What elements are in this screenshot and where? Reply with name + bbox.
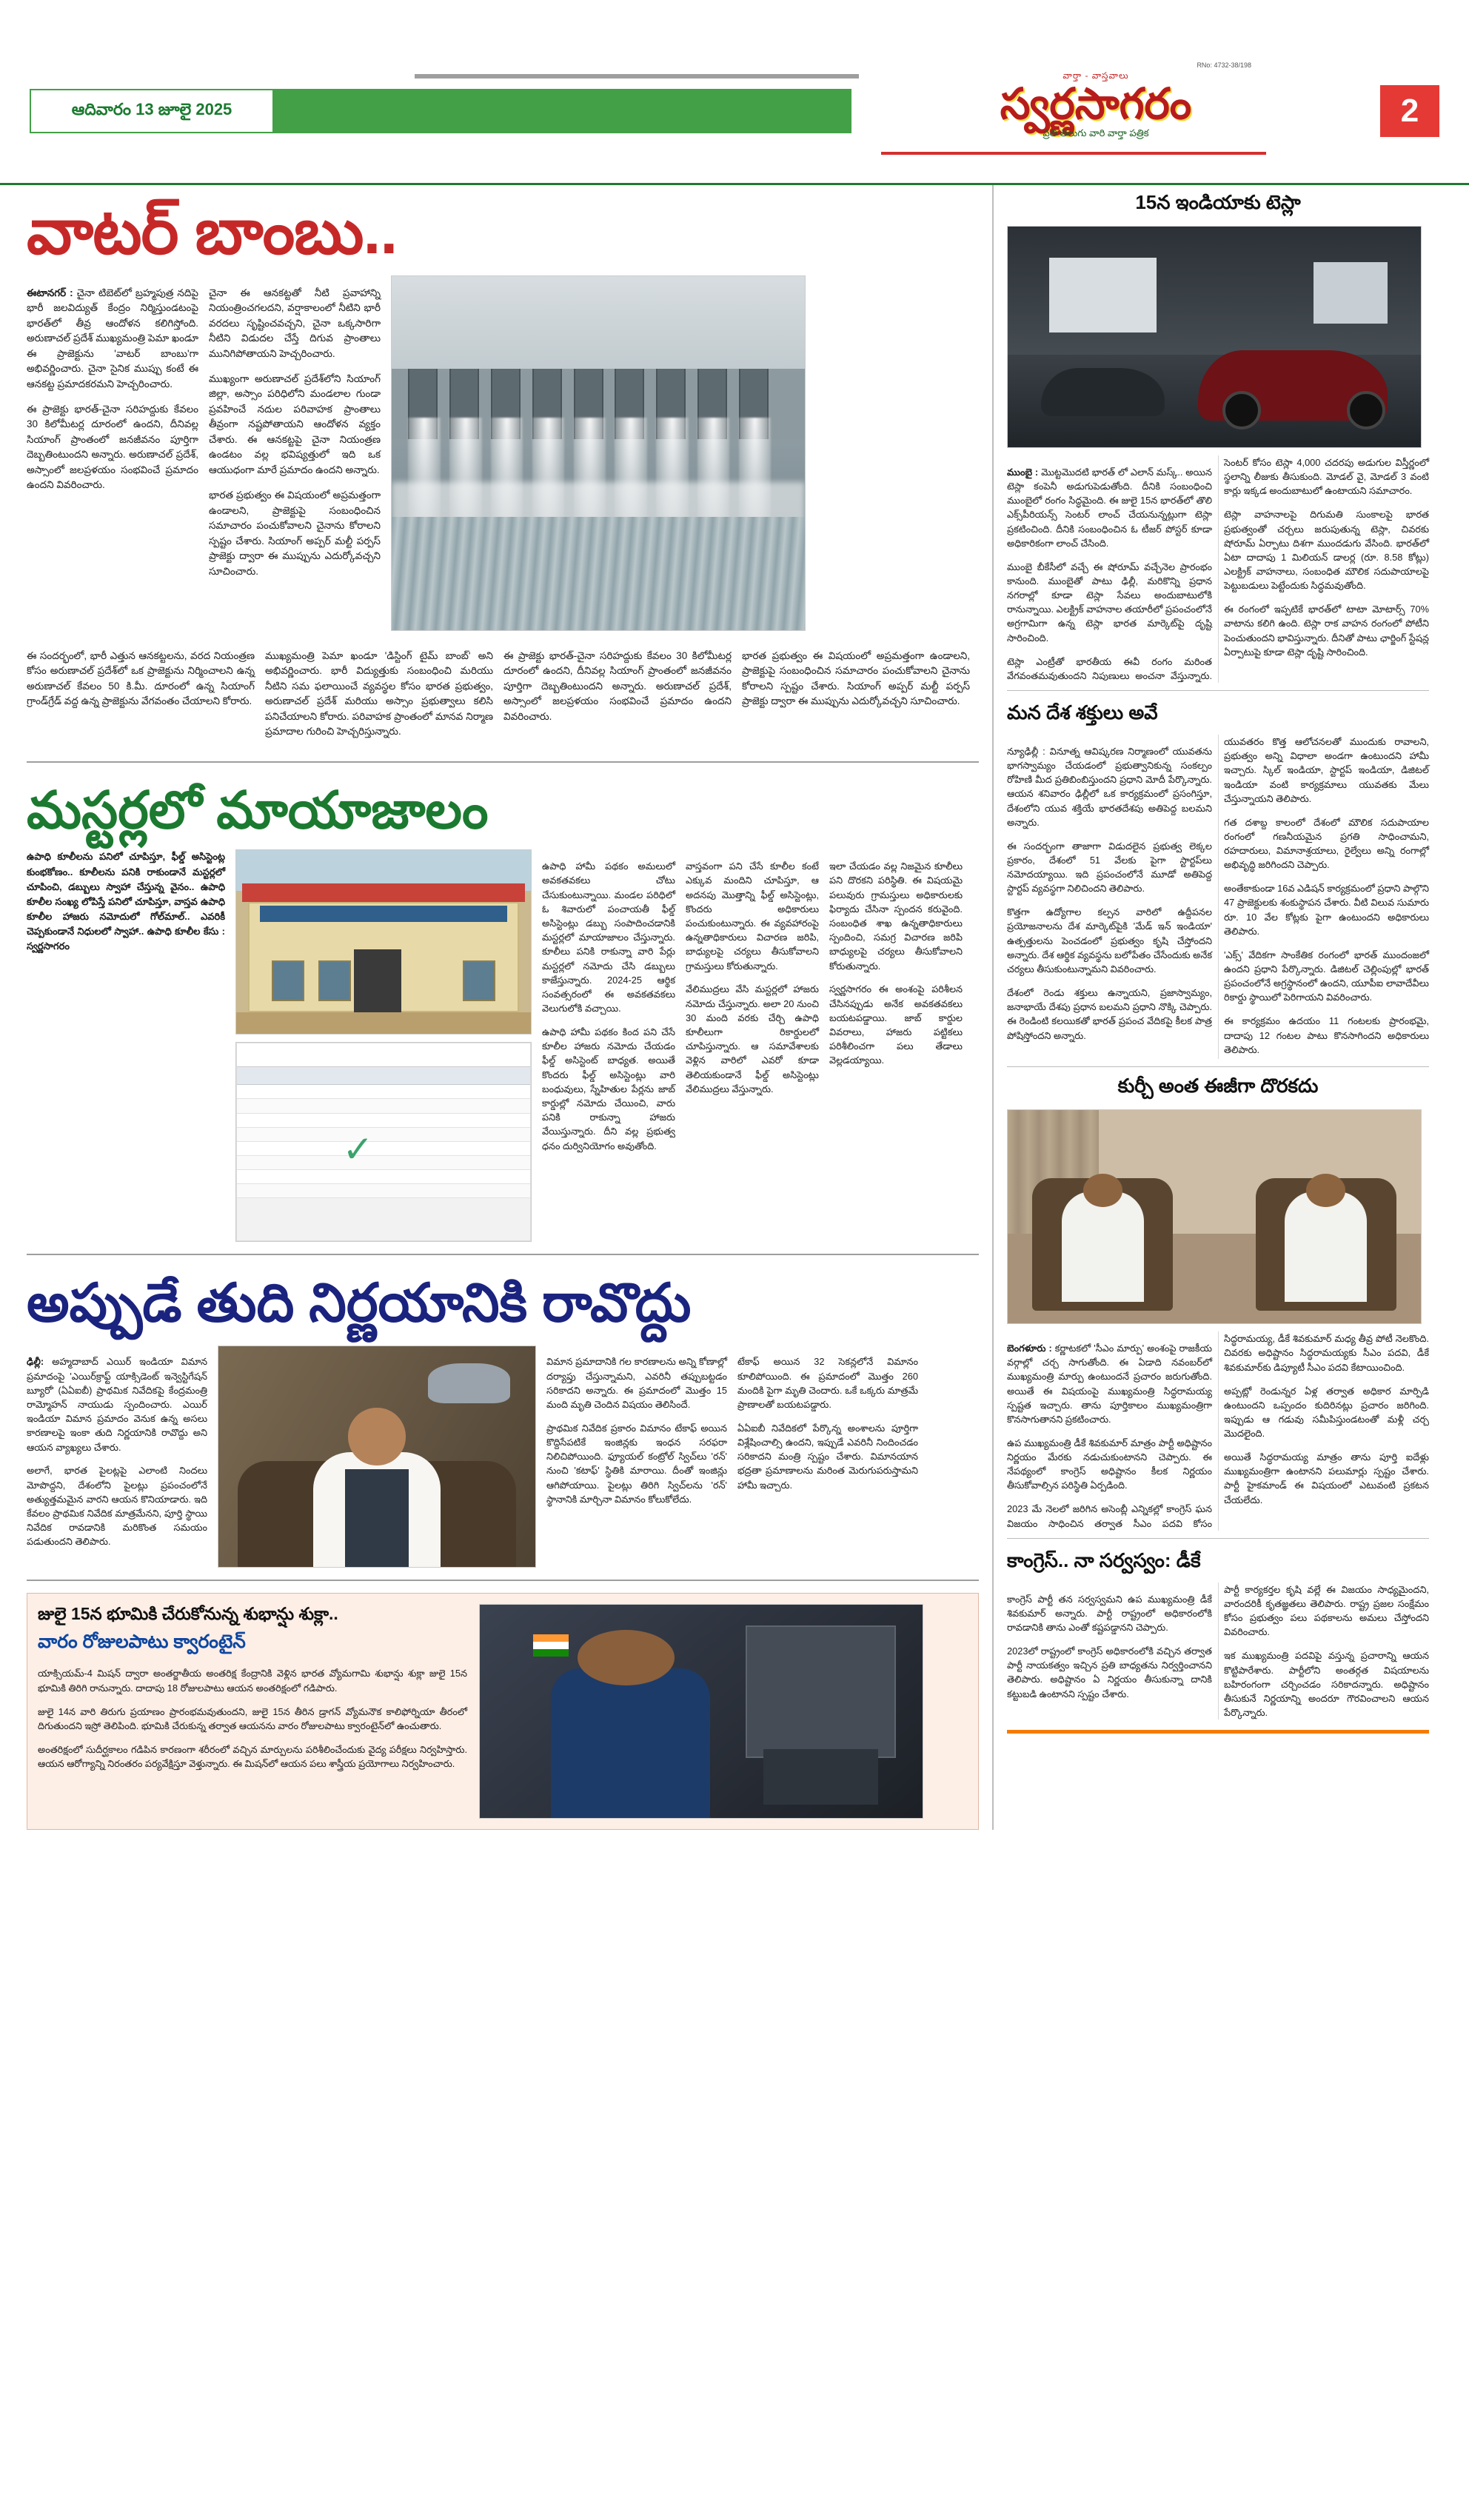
article-4-para-3: అంతరిక్షంలో సుదీర్ఘకాలం గడిపిన కారణంగా శరీరంలో వచ్చిన మార్పులను పరిశీలించేందుకు వైద్య పరీక్షలు నిర్వహిస్తారు. ఆయన ఆరోగ్యాన్ని నిరంతరం పర్యవేక్షిస్తూ వెళ్తున్నారు. ఈ మిషన్‌లో ఆయన పలు శాస్త్రీయ ప్రయోగాలు నిర్వహించారు. <box>38 1743 467 1769</box>
minister-portrait-photo <box>218 1346 536 1568</box>
right-item-3-para-4: అప్పట్లో రెండున్నర ఏళ్ల తర్వాత అధికార మార్పిడి ఉంటుందని ఒప్పందం కుదిరినట్లు ప్రచారం జరిగింది. ఇప్పుడు ఆ గడువు సమీపిస్తుండటంతో మళ్లీ చర్చ మొదలైంది. <box>1224 1385 1429 1440</box>
masthead-date-box <box>30 89 274 133</box>
divider <box>27 1254 979 1255</box>
article-2-para-1: ఉపాధి హామీ పథకం అమలులో అవకతవకలు చోటు చేసుకుంటున్నాయి. మండల పరిధిలో ఓ శివారులో పంచాయతీ ఫీల్డ్ అసిస్టెంట్లు డబ్బు సంపాదించడానికి మస్టర్లలో మాయాజాలం చేస్తున్నారు. కూలీలు పనికి రాకున్నా వారి పేర్లు మస్టర్లలో నమోదు చేసి డబ్బులు కాజేస్తున్నారు. 2024-25 ఆర్థిక సంవత్సరంలో ఈ అవకతవకలు వెలుగులోకి వచ్చాయి. <box>542 860 675 1015</box>
right-item-1-para-2: ముంబై బీకేసీలో వచ్చే ఈ షోరూమ్ వచ్చేనెల ప్రారంభం కానుంది. ముంబైతో పాటు ఢిల్లీ, మరికొన్ని ప్రధాన నగరాల్లో కూడా టెస్లా సేవలు అందుబాటులోకి రానున్నాయి. ఎలక్ట్రిక్ వాహనాల తయారీలో ప్రపంచంలోనే అగ్రగామిగా ఉన్న టెస్లా భారత మార్కెట్‌పై దృష్టి సారించింది. <box>1007 561 1212 644</box>
right-item-3-para-5: అయితే సిద్ధరామయ్య మాత్రం తాను పూర్తి ఐదేళ్లు ముఖ్యమంత్రిగా ఉంటానని పలుమార్లు స్పష్టం చేశారు. పార్టీ హైకమాండ్ ఈ విషయంలో ఎటువంటి ప్రకటన చేయలేదు. <box>1224 1451 1429 1505</box>
checkmark-icon: ✓ <box>342 1129 374 1171</box>
article-3-dateline: ఢిల్లీ: <box>27 1356 44 1368</box>
divider <box>1007 690 1429 691</box>
main-column <box>27 185 979 1830</box>
right-item-4-para-1: కాంగ్రెస్ పార్టీ తన సర్వస్వమని ఉప ముఖ్యమంత్రి డీకే శివకుమార్ అన్నారు. పార్టీ రాష్ట్రంలో అధికారంలోకి రావడానికి తాను ఎంతో కష్టపడ్డానని చెప్పారు. <box>1007 1593 1212 1633</box>
article-2-headline: మస్టర్లలో మాయాజాలం <box>27 781 489 840</box>
right-column <box>992 185 1429 1830</box>
article-3-para-6: ఏఏఐబీ నివేదికలో పేర్కొన్న అంశాలను పూర్తిగా విశ్లేషించాల్సి ఉందని, ఇప్పుడే ఎవరినీ నిందించడం సరికాదని మంత్రి స్పష్టం చేశారు. విమానయాన భద్రతా ప్రమాణాలను మరింత మెరుగుపరుస్తామని హామీ ఇచ్చారు. <box>737 1422 918 1491</box>
article-2-col-2 <box>686 849 819 1242</box>
masthead-logo-title: స్వర్ణసాగరం <box>1000 80 1192 128</box>
masthead-logo <box>940 61 1251 152</box>
right-item-2-para-8: 'ఎక్స్' వేదికగా సాంకేతిక రంగంలో భారత్ ముందంజలో ఉందని ప్రధాని పేర్కొన్నారు. డిజిటల్ చెల్లింపుల్లో భారత్ ప్రపంచంలోనే అగ్రస్థానంలో ఉందని, యూపీఐ లావాదేవీలు రికార్డు స్థాయిలో పెరిగాయని వివరించారు. <box>1224 949 1429 1003</box>
article-3-headline: అప్పుడే తుది నిర్ణయానికి రావొద్దు <box>27 1274 692 1334</box>
article-4-para-1: యాక్సియమ్-4 మిషన్ ద్వారా అంతర్జాతీయ అంతరిక్ష కేంద్రానికి వెళ్లిన భారత వ్యోమగామి శుభాన్షు శుక్లా జులై 15న భూమికి తిరిగి రానున్నారు. దాదాపు 18 రోజులపాటు ఆయన అంతరిక్షంలో గడిపారు. <box>38 1668 467 1694</box>
page-body <box>0 185 1469 1830</box>
article-3-para-1: అహ్మదాబాద్ ఎయిర్ ఇండియా విమాన ప్రమాదంపై 'ఎయిర్‌క్రాఫ్ట్ యాక్సిడెంట్ ఇన్వెస్టిగేషన్ బ్యూరో' (ఏఏఐబీ) ప్రాథమిక నివేదికపై కేంద్రమంత్రి రామ్మోహన్ నాయుడు స్పందించారు. ఎయిర్ ఇండియా విమాన ప్రమాదం వెనుక ఉన్న అసలు కారణాలపై ఇంకా తుది నిర్ణయానికి రావొద్దు అని ఆయన వ్యాఖ్యలు చేశారు. <box>27 1356 207 1453</box>
article-2-para-4: వేలిముద్రలు వేసి మస్టర్లలో హాజరు నమోదు చేస్తున్నారు. అలా 20 నుంచి 30 మంది వరకు చేర్చి ఉపాధి కూలీలుగా రికార్డులలో చూపిస్తున్నారు. ఆ సమావేశాలకు వెళ్లిన వారిలో ఎవరో కూడా తెలియకుండానే ఫీల్డ్ అసిస్టెంట్లు వేలిముద్రలు వేస్తున్నారు. <box>686 983 819 1094</box>
divider <box>1007 1066 1429 1067</box>
right-item-1-para-4: టెస్లా వాహనాలపై దిగుమతి సుంకాలపై భారత ప్రభుత్వంతో చర్చలు జరుపుతున్న టెస్లా, చివరకు షోరూమ్ ఏర్పాటు దిశగా ముందడుగు వేసింది. భారత్‌లో ఏటా దాదాపు 1 మిలియన్ డాలర్ల (రూ. 8.58 కోట్లు) ఎలక్ట్రిక్ వాహనాలు, సంబంధిత మౌలిక సదుపాయాలపై పెట్టుబడులు పెట్టేందుకు సిద్ధమవుతోంది. <box>1224 509 1429 592</box>
masthead-date: ఆదివారం 13 జూలై 2025 <box>71 99 232 118</box>
india-flag-icon <box>533 1634 569 1657</box>
article-1-bottom-col-1 <box>27 638 255 749</box>
article-3-para-2: అలాగే, భారత పైలట్లపై ఎలాంటి నిందలు మోపొద్దని, దేశంలోని పైలట్లు ప్రపంచంలోనే అత్యుత్తమమైన వారని ఆయన కొనియాడారు. ఇది కేవలం ప్రాథమిక నివేదిక మాత్రమేనని, పూర్తి స్థాయి నివేదిక రావడానికి మరికొంత సమయం పడుతుందని తెలిపారు. <box>27 1465 207 1548</box>
right-item-2-para-7: అంతేకాకుండా 16వ ఎడిషన్ కార్యక్రమంలో ప్రధాని పాల్గొని 47 ప్రాజెక్టులకు శంకుస్థాపన చేశారు. వీటి విలువ సుమారు రూ. 10 వేల కోట్లకు పైగా ఉంటుందని అధికారులు తెలిపారు. <box>1224 883 1429 937</box>
article-astronaut-box <box>27 1593 979 1830</box>
right-item-3-heading: కుర్చీ అంత ఈజీగా దొరకదు <box>1117 1074 1319 1097</box>
dam-photo <box>391 275 806 631</box>
right-item-4-para-4: ఇక ముఖ్యమంత్రి పదవిపై వస్తున్న ప్రచారాన్ని ఆయన కొట్టిపారేశారు. పార్టీలోని అంతర్గత విషయాలను బహిరంగంగా చర్చించడం సరికాదన్నారు. అధిష్టానం తీసుకునే నిర్ణయాన్ని అందరూ గౌరవించాలని ఆయన పేర్కొన్నారు. <box>1224 1650 1429 1719</box>
job-card-screenshot <box>235 1042 532 1242</box>
right-item-1-para-5: ఈ రంగంలో ఇప్పటికే భారత్‌లో టాటా మోటార్స్ 70% వాటాను కలిగి ఉంది. టెస్లా రాక వాహన రంగంలో పోటీని పెంచుతుందని భావిస్తున్నారు. దీనితో పాటు ఛార్జింగ్ స్టేషన్ల ఏర్పాటుపై కూడా టెస్లా దృష్టి సారించింది. <box>1224 604 1429 658</box>
right-item-4-para-2: 2023లో రాష్ట్రంలో కాంగ్రెస్ అధికారంలోకి వచ్చిన తర్వాత పార్టీ నాయకత్వం ఇచ్చిన ప్రతి బాధ్యతను నిర్వర్తించానని తెలిపారు. అధిష్టానం ఏ నిర్ణయం తీసుకున్నా దానికి కట్టుబడి ఉంటానని స్పష్టం చేశారు. <box>1007 1645 1212 1700</box>
right-item-1-para-3: టెస్లా ఎంట్రీతో భారతీయ ఈవీ రంగం మరింత వేగవంతమవుతుందని నిపుణులు అంచనా వేస్తున్నారు. సెంటర్ కోసం టెస్లా 4,000 చదరపు అడుగుల విస్తీర్ణంలో స్థలాన్ని లీజుకు తీసుకుంది. మోడల్ వై, మోడల్ 3 వంటి కార్లు ఇక్కడ అందుబాటులో ఉంటాయని సమాచారం. <box>1007 457 1429 681</box>
article-1-headline: వాటర్ బాంబు.. <box>27 196 398 267</box>
article-1-col-2 <box>209 275 381 631</box>
right-item-1-dateline: ముంబై : <box>1007 466 1039 478</box>
article-4-subtitle: వారం రోజులపాటు క్వారంటైన్ <box>38 1631 246 1652</box>
astronaut-photo <box>479 1604 923 1819</box>
article-3-col-3 <box>737 1346 918 1568</box>
right-item-1-body <box>1007 455 1429 683</box>
right-item-4-heading: కాంగ్రెస్.. నా సర్వస్వం: డీకే <box>1007 1548 1201 1571</box>
right-item-2-para-9: ఈ కార్యక్రమం ఉదయం 11 గంటలకు ప్రారంభమై, దాదాపు 12 గంటల పాటు కొనసాగిందని అధికారులు తెలిపారు. <box>1224 1015 1429 1055</box>
right-item-3-para-2: ఉప ముఖ్యమంత్రి డీకే శివకుమార్ మాత్రం పార్టీ అధిష్టానం నిర్ణయం మేరకు నడుచుకుంటానని చెప్పారు. ఈ నేపథ్యంలో కాంగ్రెస్ అధిష్టానం కీలక నిర్ణయం తీసుకోవాల్సిన పరిస్థితి ఏర్పడింది. <box>1007 1437 1212 1491</box>
article-2-para-6: స్వర్ణసాగరం ఈ అంశంపై పరిశీలన చేసినప్పుడు అనేక అవకతవకలు బయటపడ్డాయి. జాబ్ కార్డుల వివరాలు, హాజరు పట్టికలు పరిశీలించగా పలు తేడాలు వెల్లడయ్యాయి. <box>829 983 963 1066</box>
article-4-title: జులై 15న భూమికి చేరుకోనున్న శుభాన్షు శుక్లా.. <box>38 1603 338 1623</box>
masthead-red-rule <box>881 152 1266 155</box>
article-1-col-1 <box>27 275 198 631</box>
right-item-2-para-3: కొత్తగా ఉద్యోగాల కల్పన వారిలో ఉద్దీపనల ప్రయోజనాలను దేశ మార్కెట్‌పైకి 'మేడ్ ఇన్ ఇండియా' ఉత్పత్తులను పెంచడంలో ప్రభుత్వం కృషి చేస్తోందని అన్నారు. దేశ ఆర్థిక వ్యవస్థను బలోపేతం చేసేందుకు అనేక చర్యలు తీసుకుంటున్నామని వివరించారు. <box>1007 906 1212 975</box>
page-number: 2 <box>1380 85 1439 137</box>
article-1-dateline: ఈటానగర్ : <box>27 287 73 298</box>
article-1-para-5: భారత ప్రభుత్వం ఈ విషయంలో అప్రమత్తంగా ఉండాలని, ప్రాజెక్టుపై సంబంధించిన సమాచారం పంచుకోవాలని చైనాను కోరాలని స్పష్టం చేశారు. సియాంగ్ అప్పర్ మల్టీ పర్పస్ ప్రాజెక్టు ద్వారా ఈ ముప్పును ఎదుర్కోవచ్చని సూచించారు. <box>209 489 381 577</box>
two-leaders-photo <box>1007 1109 1422 1324</box>
right-item-2-body <box>1007 735 1429 1059</box>
article-2-col-3 <box>829 849 963 1242</box>
article-1-para-4: ముఖ్యంగా అరుణాచల్ ప్రదేశ్‌లోని సియాంగ్ జిల్లా, అస్సాం పరిధిలోని మండలాల గుండా ప్రవహించే నదుల పరివాహక ప్రాంతాలు తీవ్రంగా నష్టపోతాయని ఆందోళన వ్యక్తం చేశారు. ఈ ఆనకట్టపై చైనా నియంత్రణ ఉండటం వల్ల భవిష్యత్తులో ఇది ఒక ఆయుధంగా మారే ప్రమాదం ఉందని అన్నారు. <box>209 372 381 475</box>
masthead-registration: RNo: 4732-38/198 <box>1197 61 1251 69</box>
article-1-bottom-col-2 <box>265 638 493 749</box>
article-1-bottom-para-3: ఈ ప్రాజెక్టు భారత్-చైనా సరిహద్దుకు కేవలం 30 కిలోమీటర్ల దూరంలో ఉందని, దీనివల్ల సియాంగ్ ప్రాంతంలో జనజీవనం పూర్తిగా దెబ్బతింటుందని అన్నారు. అరుణాచల్ ప్రదేశ్, అస్సాంలో జలప్రళయం సంభవించే ప్రమాదం ఉందని వివరించారు. <box>503 649 732 722</box>
right-item-3-body <box>1007 1331 1429 1531</box>
article-1-bottom-para-4: భారత ప్రభుత్వం ఈ విషయంలో అప్రమత్తంగా ఉండాలని, ప్రాజెక్టుపై సంబంధించిన సమాచారం పంచుకోవాలని చైనాను కోరాలని స్పష్టం చేశారు. సియాంగ్ అప్పర్ మల్టీ పర్పస్ ప్రాజెక్టు ద్వారా ఈ ముప్పును ఎదుర్కోవచ్చని సూచించారు. <box>742 649 970 707</box>
article-3-para-4: ప్రాథమిక నివేదిక ప్రకారం విమానం టేకాఫ్ అయిన కొద్దిసేపటికే ఇంజిన్లకు ఇంధన సరఫరా నిలిచిపోయింది. ఫ్యూయల్ కంట్రోల్ స్విచ్‌లు 'రన్' నుంచి 'కటాఫ్' స్థితికి మారాయి. దీంతో ఇంజిన్లు ఆగిపోయాయి. పైలట్లు తిరిగి స్విచ్‌లను 'రన్' స్థానానికి మార్చినా విమానం కోలుకోలేదు. <box>546 1422 727 1505</box>
masthead-logo-top: వార్తా - వాస్తవాలు <box>1063 70 1129 81</box>
bottom-orange-rule <box>1007 1730 1429 1734</box>
masthead <box>0 0 1469 185</box>
divider <box>27 761 979 763</box>
article-3-para-5: టేకాఫ్ అయిన 32 సెకన్లలోనే విమానం కూలిపోయింది. ఈ ప్రమాదంలో మొత్తం 260 మందికి పైగా మృతి చెందారు. ఒకే ఒక్కరు మాత్రమే ప్రాణాలతో బయటపడ్డారు. <box>737 1356 918 1410</box>
right-item-3-dateline: బెంగళూరు : <box>1007 1342 1052 1354</box>
panchayat-office-photo <box>235 849 532 1035</box>
article-1-bottom-col-3 <box>503 638 732 749</box>
article-3-para-3: విమాన ప్రమాదానికి గల కారణాలను అన్ని కోణాల్లో దర్యాప్తు చేస్తున్నామని, ఎవరినీ తప్పుబట్టడం సరికాదని అన్నారు. ఈ ప్రమాదంలో మొత్తం 15 మంది మృతి చెందిన విషయం తెలిసిందే. <box>546 1356 727 1410</box>
article-2-lead: ఉపాధి కూలీలను పనిలో చూపిస్తూ, ఫీల్డ్ అసిస్టెంట్ల కుంభకోణం.. కూలీలను పనికి రాకుండానే మస్టర్లలో చూపించి, డబ్బులు స్వాహా చేస్తున్న వైనం.. ఉపాధి కూలీల సంఖ్య లోపిస్తే పనిలో చూపిస్తూ, వాస్తవ ఉపాధి కూలీల హాజరు నమోదులో గోల్‌మాల్.. ఎవరికీ చెప్పకుండానే నిధులలో స్వాహా.. ఉపాధి కూలీల కేసు : స్వర్ణసాగరం <box>27 851 225 952</box>
article-1-para-2: ఈ ప్రాజెక్టు భారత్-చైనా సరిహద్దుకు కేవలం 30 కిలోమీటర్ల దూరంలో ఉందని, దీనివల్ల సియాంగ్ ప్రాంతంలో జనజీవనం పూర్తిగా దెబ్బతింటుందని అన్నారు. అరుణాచల్ ప్రదేశ్, అస్సాంలో జలప్రళయం సంభవించే ప్రమాదం ఉందని వివరించారు. <box>27 403 198 491</box>
masthead-logo-subtitle: ప్రతి తెలుగు వారి వార్తా పత్రిక <box>1043 127 1149 138</box>
tesla-showroom-photo <box>1007 226 1422 448</box>
article-muster-scam <box>27 782 979 1242</box>
article-water-bomb <box>27 198 979 749</box>
masthead-rule <box>415 74 859 78</box>
article-2-para-2: ఉపాధి హామీ పథకం కింద పని చేసే కూలీల హాజరు నమోదు చేయడం ఫీల్డ్ అసిస్టెంట్ బాధ్యత. అయితే కొందరు ఫీల్డ్ అసిస్టెంట్లు వారి బంధువులు, స్నేహితుల పేర్లను జాబ్ కార్డుల్లో నమోదు చేయించి, వారు పనికి రాకున్నా హాజరు వేయిస్తున్నారు. దీని వల్ల ప్రభుత్వ ధనం దుర్వినియోగం అవుతోంది. <box>542 1026 675 1152</box>
right-item-3-para-1: కర్ణాటకలో 'సీఎం మార్పు' అంశంపై రాజకీయ వర్గాల్లో చర్చ సాగుతోంది. ఈ ఏడాది నవంబర్‌లో ముఖ్యమంత్రి మార్పు ఉంటుందనే ప్రచారం జరుగుతోంది. అయితే ఈ విషయంపై ముఖ్యమంత్రి సిద్ధరామయ్య స్పష్టత ఇచ్చారు. తాను పూర్తికాలం ముఖ్యమంత్రిగా కొనసాగుతానని ప్రకటించారు. <box>1007 1342 1212 1425</box>
article-1-bottom-para-1: ఈ సందర్భంలో, భారీ ఎత్తున ఆనకట్టలను, వరద నియంత్రణ కోసం అరుణాచల్ ప్రదేశ్‌లో ఒక ప్రాజెక్టును నిర్మించాలని ఉన్న అరుణాచల్ కేవలం 50 కి.మీ. దూరంలో ఉన్న సియాంగ్ గ్రాండ్‌గ్రేడ్ వద్ద ఉన్న ప్రాజెక్టును వేగవంతం చేయాలని కోరారు. <box>27 649 255 707</box>
right-item-1-para-1: మొట్టమొదటి భారత్ లో ఎలాన్ మస్క్.. అయిన టెస్లా కంపెనీ అడుగుపెడుతోంది. దీనికి సంబంధించి ముంబైలో రంగం సిద్ధమైంది. ఈ జులై 15న భారత్‌లో తొలి ఎక్స్‌పీరియన్స్ సెంటర్ లాంచ్ చేయనున్నట్లుగా టెస్లా ప్రకటించింది. దీనికి సంబంధించిన ఓ టీజర్ పోస్టర్ కూడా అధికారికంగా లాంచ్ చేసింది. <box>1007 466 1212 549</box>
right-item-2-para-5: యువతరం కొత్త ఆలోచనలతో ముందుకు రావాలని, ప్రభుత్వం అన్ని విధాలా అండగా ఉంటుందని హామీ ఇచ్చారు. స్కిల్ ఇండియా, స్టార్టప్ ఇండియా, డిజిటల్ ఇండియా వంటి కార్యక్రమాలు యువతకు మేలు చేస్తున్నాయని తెలిపారు. <box>1224 736 1429 804</box>
article-4-para-2: జులై 14న వారి తిరుగు ప్రయాణం ప్రారంభమవుతుందని, జులై 15న తీరిన డ్రాగన్ వ్యోమనౌక కాలిఫోర్నియా తీరంలో దిగుతుందని ఇస్రో తెలిపింది. భూమికి చేరుకున్న తర్వాత ఆయనను వారం రోజులపాటు క్వారంటైన్‌లో ఉంచుతారు. <box>38 1705 467 1731</box>
article-3-col-1 <box>27 1346 207 1568</box>
article-1-para-3: చైనా ఈ ఆనకట్టతో నీటి ప్రవాహాన్ని నియంత్రించగలదని, వర్షాకాలంలో నీటిని భారీ వరదలు సృష్టించవచ్చని, చైనా ఒక్కసారిగా నీటిని విడుదల చేస్తే దిగువ ప్రాంతాలు మునిగిపోతాయని హెచ్చరించారు. <box>209 287 381 359</box>
article-3-col-2 <box>546 1346 727 1568</box>
right-item-4-para-3: పార్టీ కార్యకర్తల కృషి వల్లే ఈ విజయం సాధ్యమైందని, వారందరికీ కృతజ్ఞతలు తెలిపారు. రాష్ట్ర ప్రజల సంక్షేమం కోసం ప్రభుత్వం పలు పథకాలను అమలు చేస్తోందని వివరించారు. <box>1224 1583 1429 1638</box>
article-2-para-5: ఇలా చేయడం వల్ల నిజమైన కూలీలు పని దొరకని పరిస్థితి. ఈ విషయమై పలువురు గ్రామస్తులు అధికారులకు ఫిర్యాదు చేసినా స్పందన కరువైంది. సంబంధిత శాఖ ఉన్నతాధికారులు స్పందించి, సమగ్ర విచారణ జరిపి బాధ్యులపై చర్యలు తీసుకోవాలని కోరుతున్నారు. <box>829 860 963 972</box>
article-air-crash <box>27 1274 979 1567</box>
right-item-4-body <box>1007 1582 1429 1720</box>
article-2-col-1 <box>542 849 675 1242</box>
article-1-bottom-col-4 <box>742 638 970 749</box>
divider <box>1007 1538 1429 1539</box>
right-item-2-heading: మన దేశ శక్తులు అవే <box>1007 701 1158 724</box>
right-item-2-para-4: దేశంలో రెండు శక్తులు ఉన్నాయని, ప్రజాస్వామ్యం, జనాభాయే దేశపు ప్రధాన బలమని ప్రధాని నొక్కి చెప్పారు. ఈ రెండింటి కలయికతో భారత్ ప్రపంచ వేదికపై కీలక పాత్ర పోషిస్తోందని అన్నారు. <box>1007 987 1212 1041</box>
article-4-text <box>38 1604 467 1819</box>
article-1-para-1: చైనా టిబెట్‌లో బ్రహ్మపుత్ర నదిపై భారీ జలవిద్యుత్ కేంద్రం నిర్మిస్తుండటంపై భారత్‌లో తీవ్ర ఆందోళన కలిగిస్తోంది. అరుణాచల్ ప్రదేశ్ ముఖ్యమంత్రి పెమా ఖండూ ఈ ప్రాజెక్టును 'వాటర్ బాంబు'గా అభివర్ణించారు. చైనా సైనిక ముప్పు కంటే ఈ ఆనకట్ట ప్రమాదకరమని హెచ్చరించారు. <box>27 287 198 390</box>
right-item-2-para-1: న్యూఢిల్లీ : వినూత్న ఆవిష్కరణ నిర్మాణంలో యువతను భాగస్వామ్యం చేయడంలో ప్రభుత్వానికున్న సంకల్పం రోహిణి మీద ప్రతిబింబిస్తుందని ప్రధాని మోదీ పేర్కొన్నారు. ఆయన శనివారం ఢిల్లీలో ఒక కార్యక్రమంలో ప్రసంగిస్తూ, దేశంలోని యువ శక్తియే భారతదేశపు అతిపెద్ద బలమని అన్నారు. <box>1007 745 1212 828</box>
article-2-para-3: వాస్తవంగా పని చేసే కూలీల కంటే ఎక్కువ మందిని చూపిస్తూ, ఆ అదనపు మొత్తాన్ని ఫీల్డ్ అసిస్టెంట్లు, కొందరు అధికారులు పంచుకుంటున్నారు. ఈ వ్యవహారంపై ఉన్నతాధికారులు విచారణ జరిపి, బాధ్యులపై చర్యలు తీసుకోవాలని గ్రామస్తులు కోరుతున్నారు. <box>686 860 819 972</box>
article-1-bottom-para-2: ముఖ్యమంత్రి పెమా ఖండూ 'డిస్టింగ్ టైమ్ బాంబ్' అని అభివర్ణించారు. భారీ విద్యుత్తుకు సంబంధించి మరియు నీటిని సమ ఫలాయించే వ్యవస్థల కోసం భారత ప్రభుత్వం, అరుణాచల్ ప్రదేశ్ మరియు అస్సాం ప్రభుత్వాలు కలిసి పనిచేయాలని కోరారు. పరివాహక ప్రాంతంలో మానవ నిర్మాణ ప్రమాదాల గురించి హెచ్చరిస్తున్నారు. <box>265 649 493 738</box>
right-item-2-para-2: ఈ సందర్భంగా తాజాగా విడుదలైన ప్రభుత్వ లెక్కల ప్రకారం, దేశంలో 51 వేలకు పైగా స్టార్టప్‌లు నమోదయ్యాయి. ఇది ప్రపంచంలోనే మూడో అతిపెద్ద స్టార్టప్ వ్యవస్థగా నిలిచిందని తెలిపారు. <box>1007 840 1212 895</box>
right-item-3-para-3: 2023 మే నెలలో జరిగిన అసెంబ్లీ ఎన్నికల్లో కాంగ్రెస్ ఘన విజయం సాధించిన తర్వాత సీఎం పదవి కోసం సిద్ధరామయ్య, డీకే శివకుమార్ మధ్య తీవ్ర పోటీ నెలకొంది. చివరకు అధిష్టానం సిద్ధరామయ్యకు సీఎం పదవి, డీకే శివకుమార్‌కు డిప్యూటీ సీఎం పదవి కేటాయించింది. <box>1007 1333 1429 1529</box>
right-item-2-para-6: గత దశాబ్ద కాలంలో దేశంలో మౌలిక సదుపాయాల రంగంలో గణనీయమైన ప్రగతి సాధించామని, రహదారులు, విమానాశ్రయాలు, రైల్వేలు అన్ని రంగాల్లో అభివృద్ధి జరిగిందని చెప్పారు. <box>1224 816 1429 871</box>
right-item-1-heading: 15న ఇండియాకు టెస్లా <box>1135 191 1301 213</box>
divider <box>27 1580 979 1581</box>
